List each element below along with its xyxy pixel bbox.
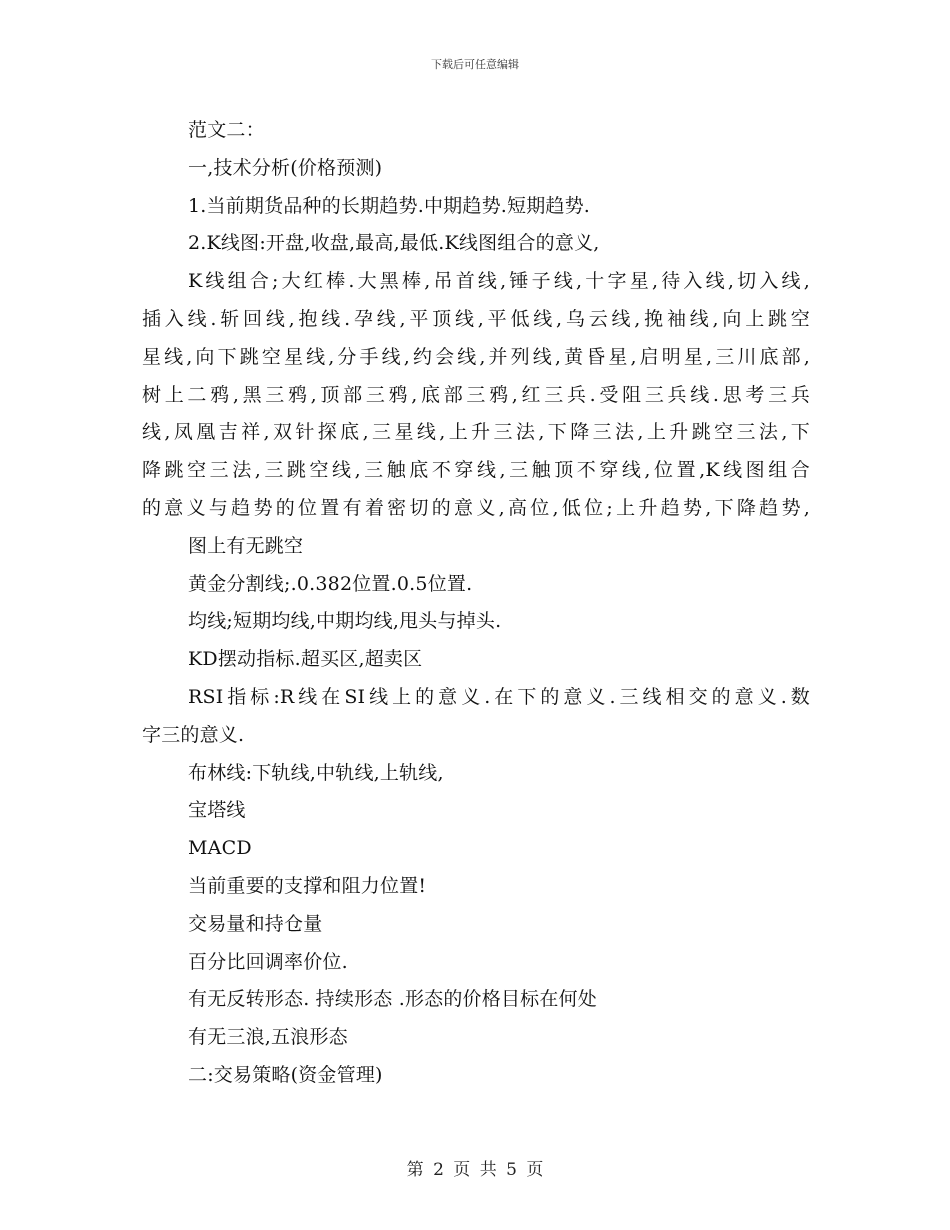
paragraph-line: 宝塔线 bbox=[188, 799, 246, 822]
paragraph-line: 1.当前期货品种的长期趋势.中期趋势.短期趋势. bbox=[188, 194, 591, 217]
paragraph-line: MACD bbox=[188, 837, 252, 860]
page-number-footer: 第 2 页 共 5 页 bbox=[406, 1160, 544, 1180]
paragraph-line: 有无反转形态. 持续形态 .形态的价格目标在何处 bbox=[188, 988, 597, 1011]
paragraph-line: 字三的意义. bbox=[142, 723, 245, 746]
paragraph-line: 线,凤凰吉祥,双针探底,三星线,上升三法,下降三法,上升跳空三法,下 bbox=[142, 421, 810, 444]
paragraph-line: 交易量和持仓量 bbox=[188, 912, 323, 935]
paragraph-line: 当前重要的支撑和阻力位置! bbox=[188, 874, 427, 897]
paragraph-line: 降跳空三法,三跳空线,三触底不穿线,三触顶不穿线,位置,K线图组合 bbox=[142, 459, 810, 482]
paragraph-line: 一,技术分析(价格预测) bbox=[188, 156, 383, 179]
paragraph-line: 的意义与趋势的位置有着密切的意义,高位,低位;上升趋势,下降趋势, bbox=[142, 496, 810, 519]
document-body bbox=[142, 112, 810, 1095]
paragraph-line: 图上有无跳空 bbox=[188, 534, 304, 557]
paragraph-line: RSI指标:R线在SI线上的意义.在下的意义.三线相交的意义.数 bbox=[188, 685, 810, 708]
paragraph-line: 黄金分割线;.0.382位置.0.5位置. bbox=[188, 572, 473, 595]
paragraph-line: 布林线:下轨线,中轨线,上轨线, bbox=[188, 761, 444, 784]
paragraph-line: 有无三浪,五浪形态 bbox=[188, 1026, 348, 1049]
paragraph-line: 二:交易策略(资金管理) bbox=[188, 1063, 383, 1086]
page-header: 下载后可任意编辑 bbox=[431, 58, 519, 71]
paragraph-line: 插入线.斩回线,抱线.孕线,平顶线,平低线,乌云线,挽袖线,向上跳空 bbox=[142, 307, 810, 330]
paragraph-line: 星线,向下跳空星线,分手线,约会线,并列线,黄昏星,启明星,三川底部, bbox=[142, 345, 810, 368]
paragraph-line: 均线;短期均线,中期均线,甩头与掉头. bbox=[188, 610, 502, 633]
paragraph-line: 范文二： bbox=[188, 119, 265, 141]
paragraph-line: 树上二鸦,黑三鸦,顶部三鸦,底部三鸦,红三兵.受阻三兵线.思考三兵 bbox=[142, 383, 810, 406]
paragraph-line: 2.K线图:开盘,收盘,最高,最低.K线图组合的意义, bbox=[188, 232, 600, 255]
paragraph-line: KD摆动指标.超买区,超卖区 bbox=[188, 648, 423, 671]
paragraph-line: K线组合;大红棒.大黑棒,吊首线,锤子线,十字星,待入线,切入线, bbox=[188, 270, 810, 293]
paragraph-line: 百分比回调率价位. bbox=[188, 950, 348, 973]
